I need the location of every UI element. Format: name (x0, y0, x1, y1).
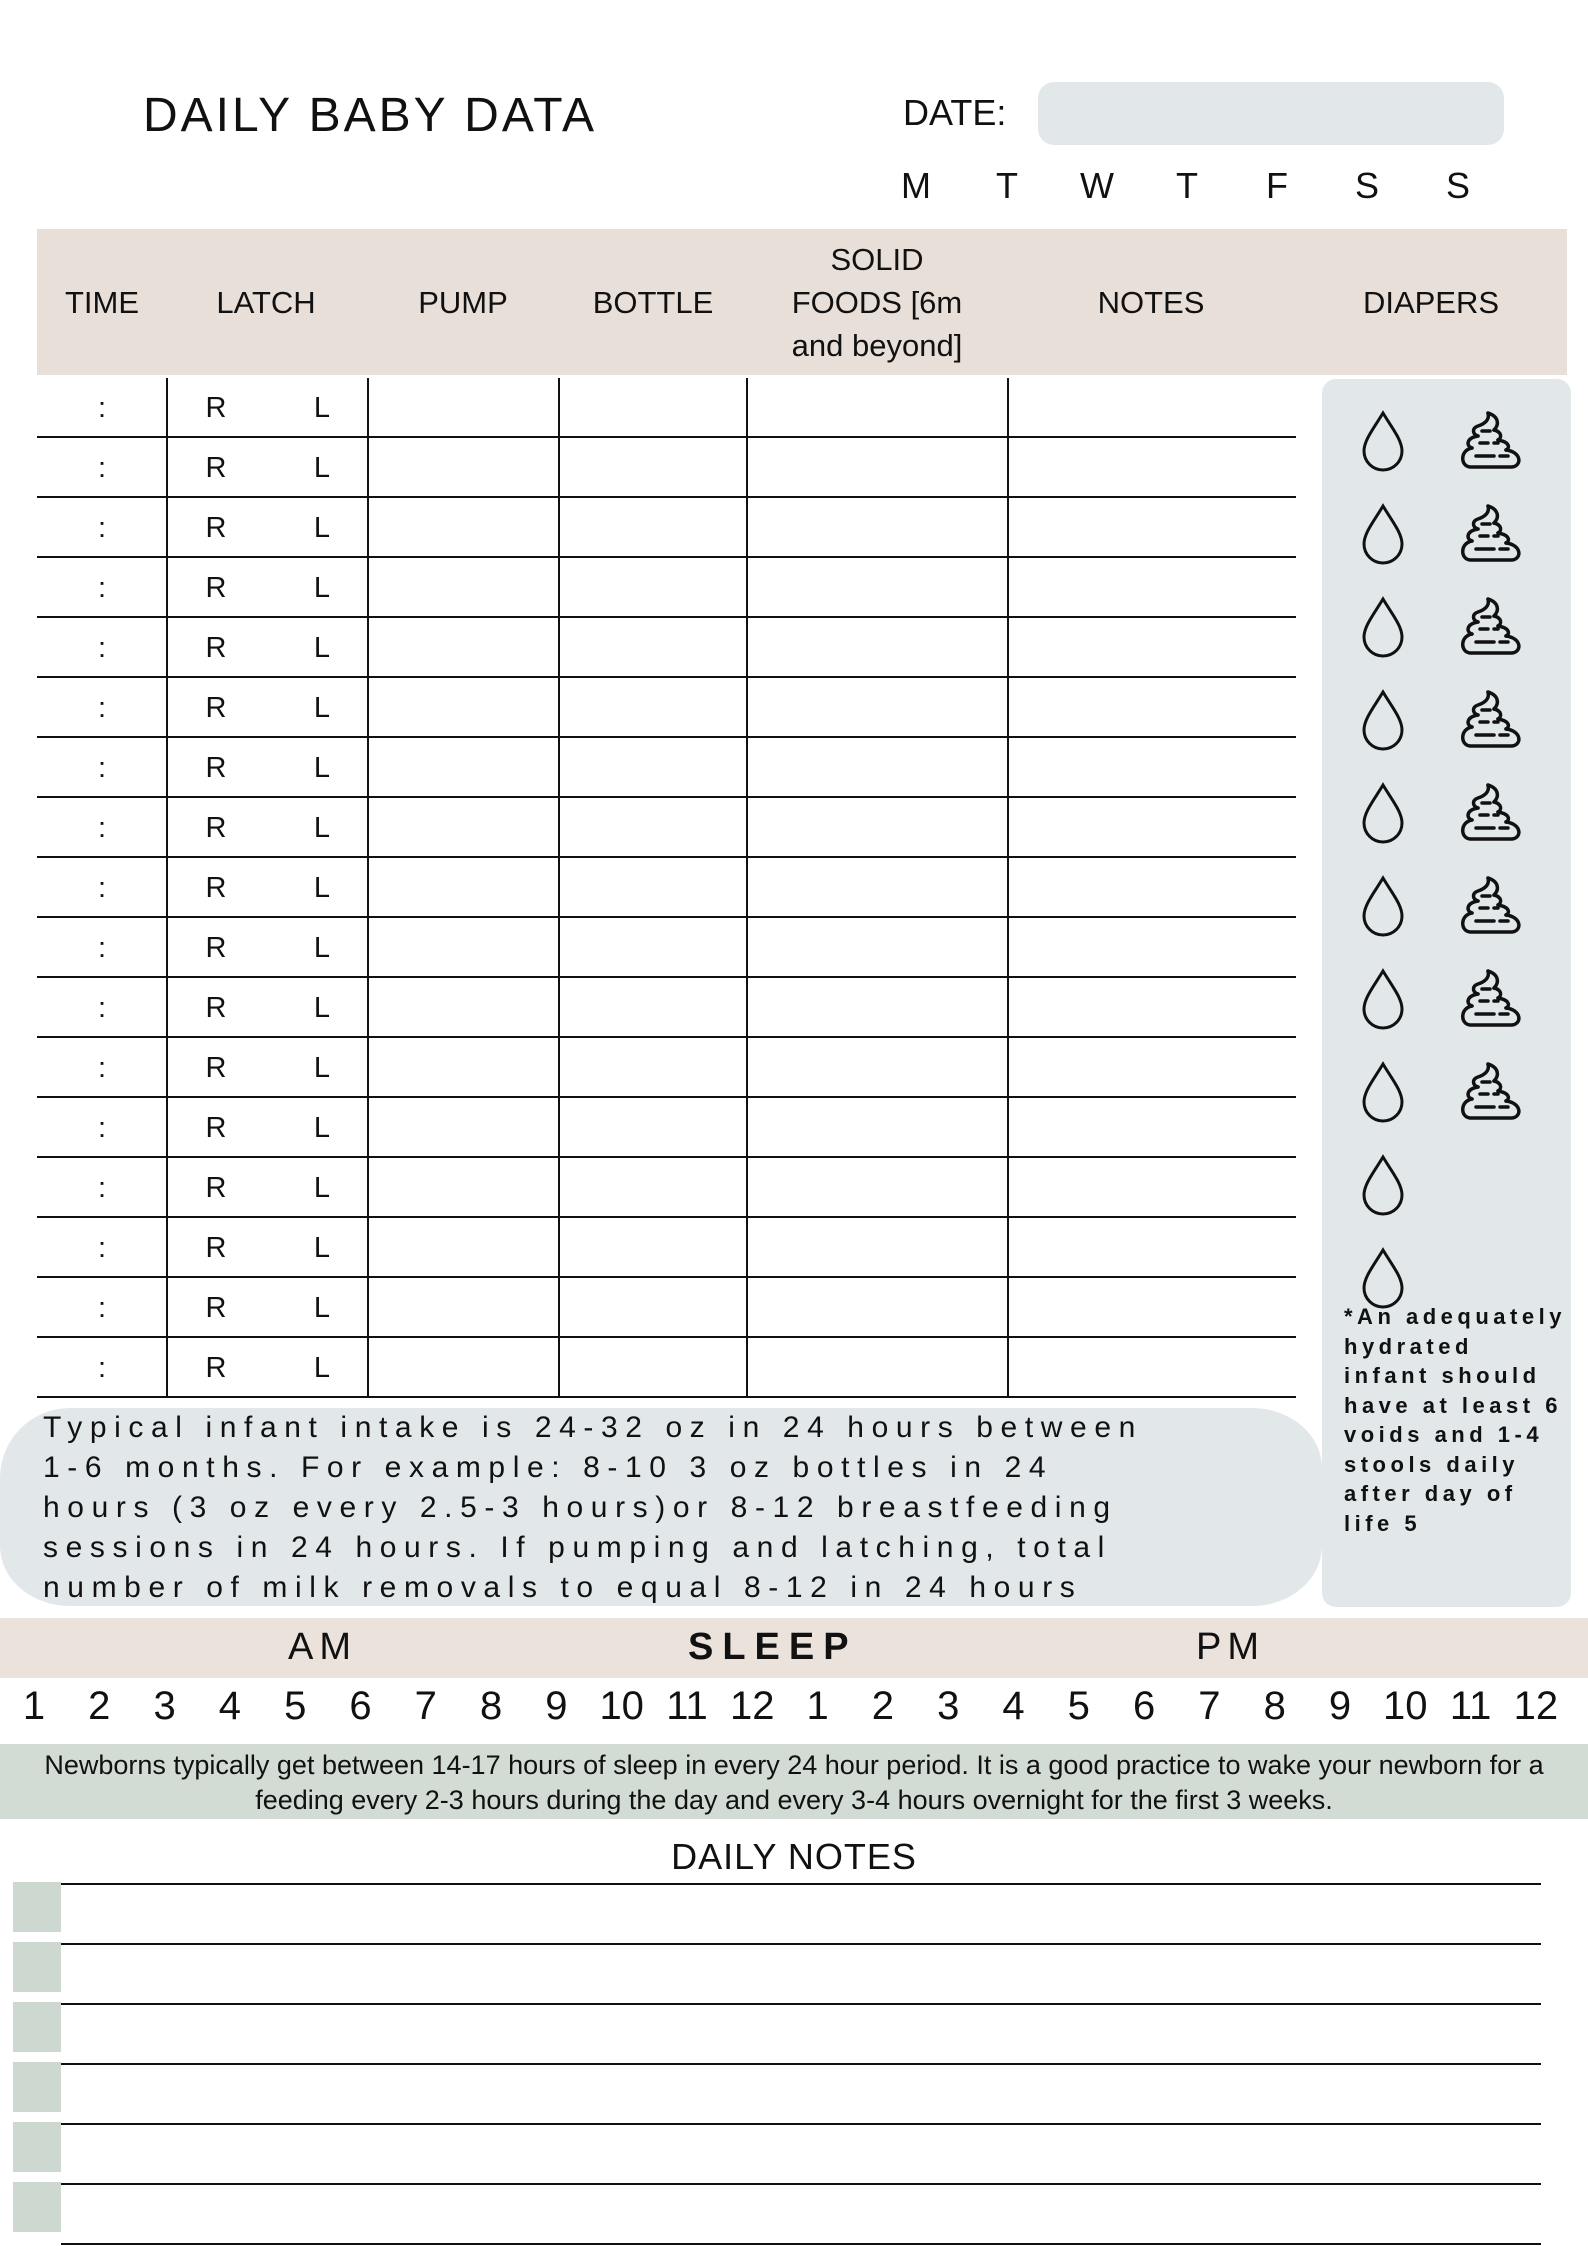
table-row (37, 1218, 1296, 1278)
column-latch: LATCH (216, 284, 316, 320)
pump-cell[interactable] (369, 1098, 557, 1156)
day-1[interactable]: T (996, 165, 1018, 206)
notes-cell[interactable] (1007, 918, 1295, 976)
notes-cell[interactable] (1007, 738, 1295, 796)
table-row (37, 1158, 1296, 1218)
solid-foods-cell[interactable] (748, 918, 1006, 976)
solid-foods-cell[interactable] (748, 498, 1006, 556)
latch-right[interactable]: R (205, 572, 227, 604)
poop-icon[interactable] (1458, 1061, 1524, 1128)
latch-left[interactable]: L (313, 1112, 331, 1144)
note-line[interactable] (61, 2003, 1541, 2005)
sleep-hour[interactable]: 1 (22, 1684, 46, 1728)
column-pump: PUMP (418, 284, 508, 320)
solid-foods-cell[interactable] (748, 438, 1006, 496)
daily-notes-title: DAILY NOTES (671, 1836, 917, 1877)
droplet-icon[interactable] (1360, 596, 1406, 663)
note-line[interactable] (61, 1943, 1541, 1945)
latch-left[interactable]: L (313, 452, 331, 484)
page-title: DAILY BABY DATA (143, 89, 598, 142)
droplet-icon[interactable] (1360, 1247, 1406, 1314)
sleep-hour[interactable]: 2 (88, 1684, 111, 1728)
notes-cell[interactable] (1007, 678, 1295, 736)
column-solid-foods: SOLID FOODS [6m and beyond] (791, 241, 963, 363)
column-divider (1007, 378, 1009, 1398)
solid-foods-cell[interactable] (748, 1158, 1006, 1216)
droplet-icon[interactable] (1360, 1154, 1406, 1221)
poop-icon[interactable] (1458, 782, 1524, 849)
bottle-cell[interactable] (560, 798, 746, 856)
time-cell[interactable]: : (97, 1052, 107, 1084)
note-line[interactable] (61, 2123, 1541, 2125)
notes-cell[interactable] (1007, 1278, 1295, 1336)
droplet-icon[interactable] (1360, 1061, 1406, 1128)
time-cell[interactable]: : (97, 1112, 107, 1144)
table-row (37, 378, 1296, 438)
table-row (37, 618, 1296, 678)
pump-cell[interactable] (369, 618, 557, 676)
latch-left[interactable]: L (313, 692, 331, 724)
column-divider (166, 378, 168, 1398)
latch-right[interactable]: R (205, 1052, 227, 1084)
table-row (37, 1338, 1296, 1398)
pump-cell[interactable] (369, 1218, 557, 1276)
time-cell[interactable]: : (97, 812, 107, 844)
sleep-hour[interactable]: 8 (479, 1684, 503, 1728)
note-line[interactable] (61, 2063, 1541, 2065)
bottle-cell[interactable] (560, 498, 746, 556)
latch-left[interactable]: L (313, 1052, 331, 1084)
droplet-icon[interactable] (1360, 782, 1406, 849)
latch-right[interactable]: R (205, 932, 227, 964)
table-row (37, 498, 1296, 558)
pump-cell[interactable] (369, 1338, 557, 1396)
time-cell[interactable]: : (97, 512, 107, 544)
solid-foods-cell[interactable] (748, 798, 1006, 856)
notes-cell[interactable] (1007, 978, 1295, 1036)
note-checkbox[interactable] (13, 2182, 61, 2232)
latch-left[interactable]: L (313, 632, 331, 664)
time-cell[interactable]: : (97, 692, 107, 724)
table-row (37, 558, 1296, 618)
notes-cell[interactable] (1007, 438, 1295, 496)
latch-right[interactable]: R (205, 692, 227, 724)
solid-foods-cell[interactable] (748, 558, 1006, 616)
notes-cell[interactable] (1007, 618, 1295, 676)
sleep-info: Newborns typically get between 14-17 hours of sleep in every 24 hour period. It is a good practice to wake your newborn for a feeding every 2-3 hours during the day and every 3-4 hours overnight for the first 3 weeks. (0, 1744, 1588, 1819)
note-line[interactable] (61, 1883, 1541, 1885)
time-cell[interactable]: : (97, 1232, 107, 1264)
latch-right[interactable]: R (205, 1352, 227, 1384)
sleep-hour[interactable]: 6 (349, 1684, 372, 1728)
column-bottle: BOTTLE (592, 284, 714, 320)
table-row (37, 1278, 1296, 1338)
solid-foods-cell[interactable] (748, 738, 1006, 796)
notes-cell[interactable] (1007, 1038, 1295, 1096)
pump-cell[interactable] (369, 1278, 557, 1336)
column-diapers: DIAPERS (1362, 284, 1500, 320)
notes-cell[interactable] (1007, 798, 1295, 856)
solid-foods-cell[interactable] (748, 1098, 1006, 1156)
solid-foods-cell[interactable] (748, 1278, 1006, 1336)
latch-right[interactable]: R (205, 392, 227, 424)
note-checkbox[interactable] (13, 2122, 61, 2172)
latch-left[interactable]: L (313, 572, 331, 604)
bottle-cell[interactable] (560, 1158, 746, 1216)
pump-cell[interactable] (369, 678, 557, 736)
latch-right[interactable]: R (205, 872, 227, 904)
sleep-hour[interactable]: 6 (1132, 1684, 1156, 1728)
table-header (37, 229, 1567, 375)
sleep-hour[interactable]: 8 (1263, 1684, 1286, 1728)
poop-icon[interactable] (1458, 596, 1524, 663)
solid-foods-cell[interactable] (748, 678, 1006, 736)
column-time: TIME (64, 284, 140, 320)
table-row (37, 1098, 1296, 1158)
day-3[interactable]: T (1176, 165, 1198, 206)
poop-icon[interactable] (1458, 689, 1524, 756)
day-6[interactable]: S (1445, 165, 1470, 206)
sleep-hour[interactable]: 10 (1383, 1684, 1428, 1728)
latch-right[interactable]: R (205, 512, 227, 544)
sleep-hour[interactable]: 4 (1002, 1684, 1025, 1728)
latch-right[interactable]: R (205, 1292, 227, 1324)
time-cell[interactable]: : (97, 1172, 107, 1204)
table-row (37, 798, 1296, 858)
latch-left[interactable]: L (313, 752, 331, 784)
time-cell[interactable]: : (97, 392, 107, 424)
pump-cell[interactable] (369, 858, 557, 916)
sleep-hour[interactable]: 9 (545, 1684, 568, 1728)
table-row (37, 678, 1296, 738)
note-checkbox[interactable] (13, 2002, 61, 2052)
time-cell[interactable]: : (97, 632, 107, 664)
bottle-cell[interactable] (560, 738, 746, 796)
bottle-cell[interactable] (560, 1038, 746, 1096)
note-checkbox[interactable] (13, 2062, 61, 2112)
note-checkbox[interactable] (13, 1882, 61, 1932)
bottle-cell[interactable] (560, 978, 746, 1036)
sleep-hour[interactable]: 10 (599, 1684, 644, 1728)
time-cell[interactable]: : (97, 752, 107, 784)
sleep-hour[interactable]: 5 (284, 1684, 307, 1728)
droplet-icon[interactable] (1360, 410, 1406, 477)
pump-cell[interactable] (369, 918, 557, 976)
bottle-cell[interactable] (560, 618, 746, 676)
sleep-hour[interactable]: 5 (1067, 1684, 1090, 1728)
note-line[interactable] (61, 2183, 1541, 2185)
bottle-cell[interactable] (560, 378, 746, 436)
date-field[interactable] (1038, 82, 1504, 145)
am-label: AM (288, 1626, 357, 1668)
bottle-cell[interactable] (560, 1218, 746, 1276)
sleep-hour[interactable]: 1 (806, 1684, 829, 1728)
sleep-hour[interactable]: 11 (666, 1684, 708, 1728)
latch-left[interactable]: L (313, 512, 331, 544)
latch-left[interactable]: L (313, 992, 331, 1024)
sleep-hour[interactable]: 2 (871, 1684, 895, 1728)
note-line[interactable] (61, 2243, 1541, 2245)
latch-left[interactable]: L (313, 812, 331, 844)
pump-cell[interactable] (369, 498, 557, 556)
latch-left[interactable]: L (313, 1292, 331, 1324)
solid-foods-cell[interactable] (748, 1038, 1006, 1096)
pump-cell[interactable] (369, 438, 557, 496)
notes-cell[interactable] (1007, 1098, 1295, 1156)
table-row (37, 438, 1296, 498)
poop-icon[interactable] (1458, 503, 1524, 570)
latch-right[interactable]: R (205, 992, 227, 1024)
pump-cell[interactable] (369, 738, 557, 796)
poop-icon[interactable] (1458, 968, 1524, 1035)
bottle-cell[interactable] (560, 438, 746, 496)
sleep-hour[interactable]: 3 (153, 1684, 176, 1728)
day-0[interactable]: M (901, 165, 931, 206)
sleep-hour[interactable]: 7 (1198, 1684, 1221, 1728)
sleep-hour[interactable]: 12 (730, 1684, 775, 1728)
table-row (37, 978, 1296, 1038)
latch-right[interactable]: R (205, 752, 227, 784)
sleep-hour[interactable]: 11 (1449, 1684, 1492, 1728)
latch-left[interactable]: L (313, 1232, 331, 1264)
sleep-hour[interactable]: 9 (1328, 1684, 1352, 1728)
column-divider (746, 378, 748, 1398)
poop-icon[interactable] (1458, 410, 1524, 477)
bottle-cell[interactable] (560, 558, 746, 616)
latch-left[interactable]: L (313, 392, 331, 424)
time-cell[interactable]: : (97, 932, 107, 964)
bottle-cell[interactable] (560, 1278, 746, 1336)
droplet-icon[interactable] (1360, 503, 1406, 570)
pump-cell[interactable] (369, 378, 557, 436)
bottle-cell[interactable] (560, 918, 746, 976)
latch-right[interactable]: R (205, 452, 227, 484)
latch-right[interactable]: R (205, 1112, 227, 1144)
pump-cell[interactable] (369, 1158, 557, 1216)
solid-foods-cell[interactable] (748, 378, 1006, 436)
solid-foods-cell[interactable] (748, 618, 1006, 676)
pump-cell[interactable] (369, 558, 557, 616)
pump-cell[interactable] (369, 1038, 557, 1096)
intake-info-text: Typical infant intake is 24-32 oz in 24 hours between 1-6 months. For example: 8-10 3 oz bottles in 24 hours (3 oz every 2.5-3 hours)or 8-12 breastfeeding sessions in 24 hours. If pumping and latching, total number of milk removals to equal 8-12 in 24 hours (43, 1411, 1143, 1604)
note-checkbox[interactable] (13, 1942, 61, 1992)
day-4[interactable]: F (1266, 165, 1288, 206)
sleep-hour[interactable]: 3 (937, 1684, 960, 1728)
notes-cell[interactable] (1007, 858, 1295, 916)
latch-right[interactable]: R (205, 1232, 227, 1264)
solid-foods-cell[interactable] (748, 858, 1006, 916)
latch-left[interactable]: L (313, 1352, 331, 1384)
table-row (37, 1038, 1296, 1098)
notes-cell[interactable] (1007, 378, 1295, 436)
latch-right[interactable]: R (205, 1172, 227, 1204)
notes-cell[interactable] (1007, 1338, 1295, 1396)
date-label: DATE: (903, 92, 1007, 133)
bottle-cell[interactable] (560, 858, 746, 916)
pump-cell[interactable] (369, 798, 557, 856)
notes-cell[interactable] (1007, 1218, 1295, 1276)
bottle-cell[interactable] (560, 1338, 746, 1396)
solid-foods-cell[interactable] (748, 978, 1006, 1036)
time-cell[interactable]: : (97, 992, 107, 1024)
bottle-cell[interactable] (560, 1098, 746, 1156)
column-notes: NOTES (1097, 284, 1205, 320)
latch-left[interactable]: L (313, 932, 331, 964)
sleep-hour[interactable]: 12 (1513, 1684, 1559, 1728)
droplet-icon[interactable] (1360, 875, 1406, 942)
column-divider (367, 378, 369, 1398)
latch-right[interactable]: R (205, 812, 227, 844)
pm-label: PM (1196, 1626, 1265, 1668)
notes-cell[interactable] (1007, 498, 1295, 556)
notes-cell[interactable] (1007, 1158, 1295, 1216)
solid-foods-cell[interactable] (748, 1218, 1006, 1276)
time-cell[interactable]: : (97, 452, 107, 484)
table-row (37, 918, 1296, 978)
day-2[interactable]: W (1080, 165, 1114, 206)
table-row (37, 858, 1296, 918)
column-divider (558, 378, 560, 1398)
table-row (37, 738, 1296, 798)
droplet-icon[interactable] (1360, 689, 1406, 756)
time-cell[interactable]: : (97, 872, 107, 904)
solid-foods-cell[interactable] (748, 1338, 1006, 1396)
time-cell[interactable]: : (97, 572, 107, 604)
pump-cell[interactable] (369, 978, 557, 1036)
latch-left[interactable]: L (313, 1172, 331, 1204)
diaper-note: *An adequately hydrated infant should have at least 6 voids and 1-4 stools daily after day of life 5 (1344, 1304, 1566, 1536)
latch-right[interactable]: R (205, 632, 227, 664)
intake-info-box (0, 1408, 1322, 1606)
latch-left[interactable]: L (313, 872, 331, 904)
day-5[interactable]: S (1354, 165, 1379, 206)
droplet-icon[interactable] (1360, 968, 1406, 1035)
poop-icon[interactable] (1458, 875, 1524, 942)
time-cell[interactable]: : (97, 1292, 107, 1324)
notes-cell[interactable] (1007, 558, 1295, 616)
bottle-cell[interactable] (560, 678, 746, 736)
sleep-hour[interactable]: 4 (218, 1684, 242, 1728)
sleep-hour[interactable]: 7 (414, 1684, 437, 1728)
time-cell[interactable]: : (97, 1352, 107, 1384)
sleep-title: SLEEP (688, 1626, 858, 1668)
